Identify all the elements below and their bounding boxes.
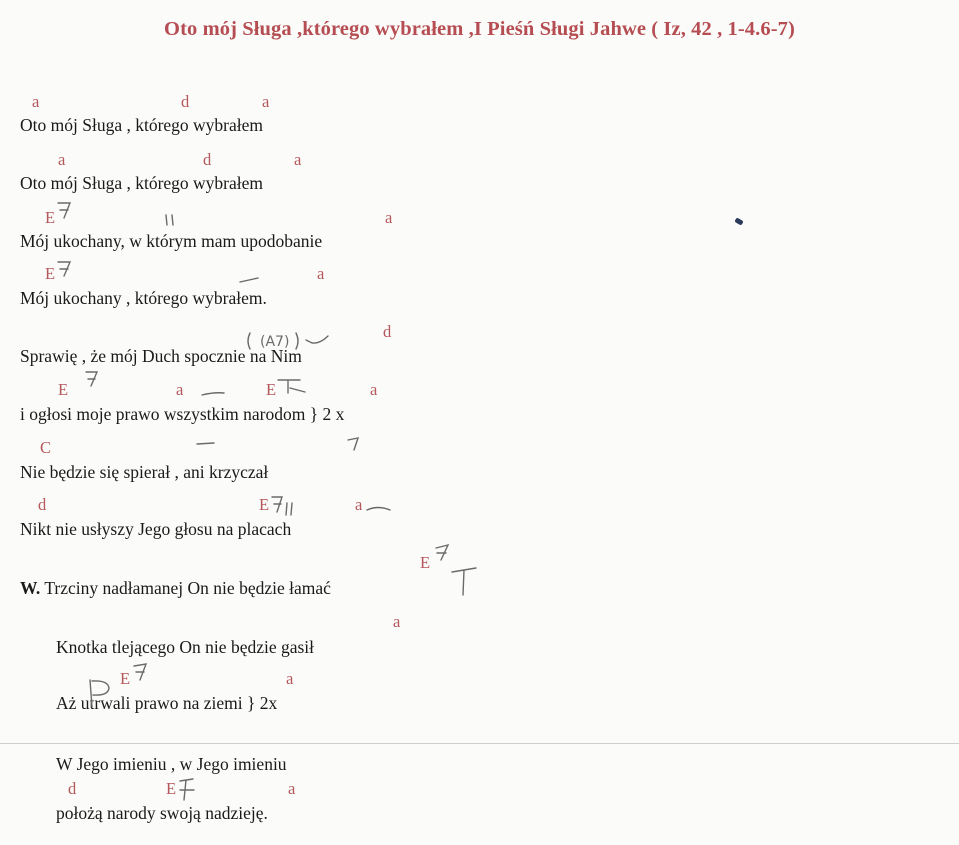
lyric-line: i ogłosi moje prawo wszystkim narodom } 2 x [20,404,345,424]
seven-mark [180,779,194,800]
chord: d [181,92,190,111]
chord: E [45,208,56,227]
chord: E [58,380,69,399]
seven-mark [278,380,305,393]
lyric-line: Knotka tlejącego On nie będzie gasił [56,637,315,657]
correction-mark [452,568,476,595]
divider [0,743,959,744]
seven-mark [436,545,448,560]
tick-mark [197,443,214,444]
chord: a [32,92,40,111]
seven-mark [134,664,146,680]
tick-mark [166,215,173,225]
chord: E [420,553,431,572]
tick-mark [286,503,292,515]
chord: a [288,779,296,798]
chord: E [120,669,131,688]
tick-mark [202,393,224,395]
chord: a [385,208,393,227]
refrain-marker: W. [20,578,41,598]
chord: E [259,495,270,514]
chord: d [68,779,77,798]
chord: a [317,264,325,283]
refrain-line [20,578,331,599]
lyric-line: Mój ukochany, w którym mam upodobanie [20,231,323,251]
chord: a [393,612,401,631]
tick-mark [240,278,258,282]
lyric-line: W Jego imieniu , w Jego imieniu [56,754,287,774]
chord: a [286,669,294,688]
chord: a [262,92,270,111]
lyric-line: Sprawię , że mój Duch spocznie na Nim [20,346,302,366]
chord: a [370,380,378,399]
lyric-line: położą narody swoją nadzieję. [56,803,268,823]
seven-mark [348,438,358,450]
refrain-text: Trzciny nadłamanej On nie będzie łamać [44,578,331,598]
lyric-line: Oto mój Sługa , którego wybrałem [20,173,264,193]
tick-mark [306,336,328,343]
chord: a [58,150,66,169]
seven-mark [86,372,97,386]
lyric-line: Mój ukochany , którego wybrałem. [20,288,267,308]
lyric-line: Oto mój Sługa , którego wybrałem [20,115,264,135]
chord: a [176,380,184,399]
tick-mark [367,508,390,511]
seven-mark [58,262,70,276]
chord: a [355,495,363,514]
seven-mark [272,497,282,512]
song-title: Oto mój Sługa ,którego wybrałem ,I Pieśń Sługi Jahwe ( Iz, 42 , 1-4.6-7) [164,18,795,40]
chord: d [203,150,212,169]
scan-speck [734,217,743,225]
lyric-line: Nikt nie usłyszy Jego głosu na placach [20,519,292,539]
lyric-line: Aż utrwali prawo na ziemi } 2x [56,693,278,713]
seven-mark [58,203,70,218]
chord: C [40,438,52,457]
lyric-line: Nie będzie się spierał , ani krzyczał [20,462,269,482]
chord: d [38,495,47,514]
chord: d [383,322,392,341]
chord: E [45,264,56,283]
chord: a [294,150,302,169]
a7-note: (A7) [260,334,290,350]
chord: E [266,380,277,399]
chord: E [166,779,177,798]
